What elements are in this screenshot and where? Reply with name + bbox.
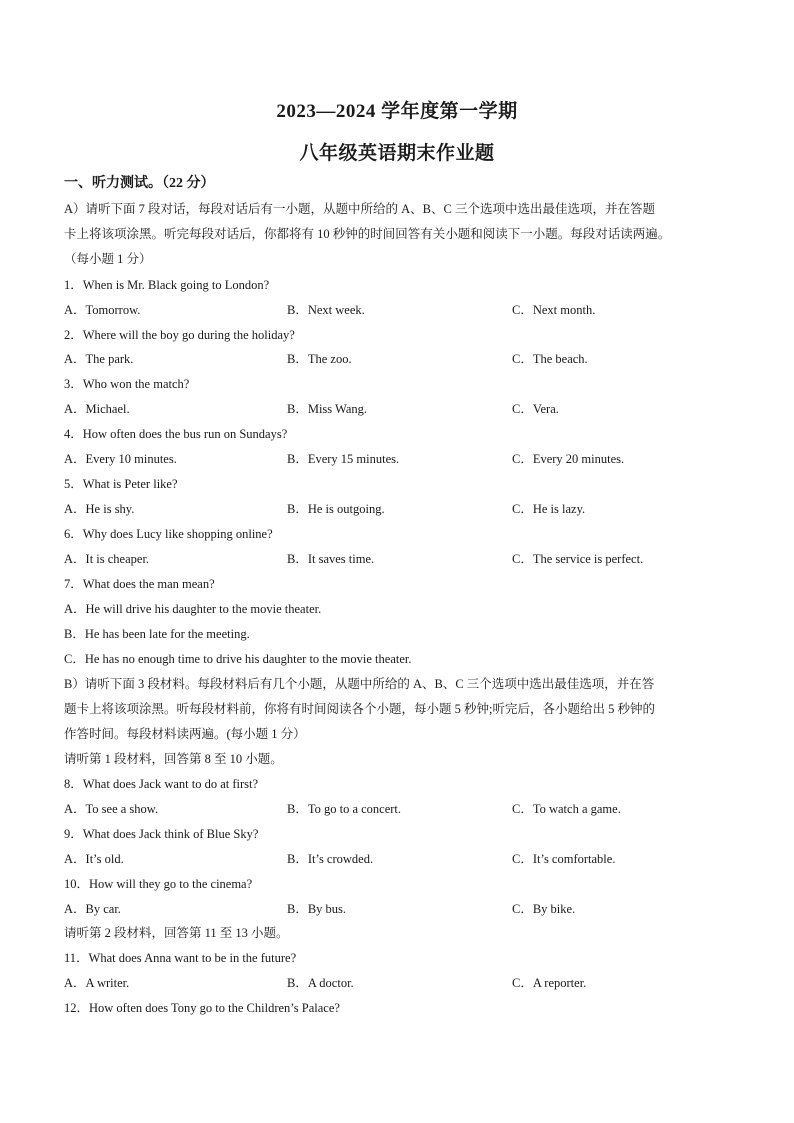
q4-option-a: A．Every 10 minutes. <box>64 452 177 466</box>
q11-option-c: C．A reporter. <box>512 976 587 990</box>
q6-option-b: B．It saves time. <box>287 552 375 566</box>
partB-instructions-line2: 题卡上将该项涂黑。听每段材料前，你将有时间阅读各个小题，每小题 5 秒钟;听完后，各小题给出 5 秒钟的 <box>64 702 655 716</box>
q10-option-a: A．By car. <box>64 902 121 916</box>
question-4: 4．How often does the bus run on Sundays? <box>64 427 288 441</box>
question-8: 8．What does Jack want to do at first? <box>64 777 259 791</box>
title-term: 2023—2024 学年度第一学期 <box>276 101 518 122</box>
q2-option-c: C．The beach. <box>512 352 588 366</box>
q10-option-b: B．By bus. <box>287 902 347 916</box>
material2-note: 请听第 2 段材料，回答第 11 至 13 小题。 <box>64 926 289 940</box>
q1-option-c: C．Next month. <box>512 303 596 317</box>
material1-note: 请听第 1 段材料，回答第 8 至 10 小题。 <box>64 752 283 766</box>
q11-option-a: A．A writer. <box>64 976 130 990</box>
q8-option-a: A．To see a show. <box>64 802 159 816</box>
question-5: 5．What is Peter like? <box>64 477 178 491</box>
q1-option-b: B．Next week. <box>287 303 365 317</box>
q7-option-c: C．He has no enough time to drive his daughter to the movie theater. <box>64 652 412 666</box>
q8-option-b: B．To go to a concert. <box>287 802 402 816</box>
q2-option-a: A．The park. <box>64 352 134 366</box>
question-10: 10．How will they go to the cinema? <box>64 877 253 891</box>
question-6: 6．Why does Lucy like shopping online? <box>64 527 273 541</box>
q7-option-b: B．He has been late for the meeting. <box>64 627 250 641</box>
q4-option-c: C．Every 20 minutes. <box>512 452 625 466</box>
question-2: 2．Where will the boy go during the holiday? <box>64 328 295 342</box>
question-11: 11．What does Anna want to be in the future? <box>64 951 297 965</box>
question-9: 9．What does Jack think of Blue Sky? <box>64 827 259 841</box>
q2-option-b: B．The zoo. <box>287 352 352 366</box>
question-1: 1．When is Mr. Black going to London? <box>64 278 270 292</box>
question-3: 3．Who won the match? <box>64 377 190 391</box>
question-12: 12．How often does Tony go to the Children’s Palace? <box>64 1001 340 1015</box>
q9-option-c: C．It’s comfortable. <box>512 852 616 866</box>
q5-option-a: A．He is shy. <box>64 502 135 516</box>
section-heading-listening: 一、听力测试。（22 分） <box>64 176 215 191</box>
q5-option-c: C．He is lazy. <box>512 502 586 516</box>
partA-instructions-line1: A）请听下面 7 段对话，每段对话后有一小题，从题中所给的 A、B、C 三个选项中选出最佳选项，并在答题 <box>64 202 655 216</box>
title-exam: 八年级英语期末作业题 <box>299 143 495 164</box>
q9-option-a: A．It’s old. <box>64 852 124 866</box>
partA-instructions-line2: 卡上将该项涂黑。听完每段对话后，你都将有 10 秒钟的时间回答有关小题和阅读下一小题。每段对话读两遍。 <box>64 227 671 241</box>
question-7: 7．What does the man mean? <box>64 577 215 591</box>
q3-option-a: A．Michael. <box>64 402 130 416</box>
q8-option-c: C．To watch a game. <box>512 802 621 816</box>
q7-option-a: A．He will drive his daughter to the movie theater. <box>64 602 322 616</box>
q6-option-c: C．The service is perfect. <box>512 552 644 566</box>
q3-option-c: C．Vera. <box>512 402 559 416</box>
q6-option-a: A．It is cheaper. <box>64 552 150 566</box>
q4-option-b: B．Every 15 minutes. <box>287 452 400 466</box>
q9-option-b: B．It’s crowded. <box>287 852 374 866</box>
q3-option-b: B．Miss Wang. <box>287 402 368 416</box>
q11-option-b: B．A doctor. <box>287 976 354 990</box>
q5-option-b: B．He is outgoing. <box>287 502 385 516</box>
q1-option-a: A．Tomorrow. <box>64 303 141 317</box>
q10-option-c: C．By bike. <box>512 902 576 916</box>
partB-instructions-line1: B）请听下面 3 段材料。每段材料后有几个小题，从题中所给的 A、B、C 三个选项中选出最佳选项，并在答 <box>64 677 655 691</box>
partB-instructions-line3: 作答时间。每段材料读两遍。(每小题 1 分） <box>64 727 306 741</box>
partA-instructions-line3: （每小题 1 分） <box>64 252 152 266</box>
